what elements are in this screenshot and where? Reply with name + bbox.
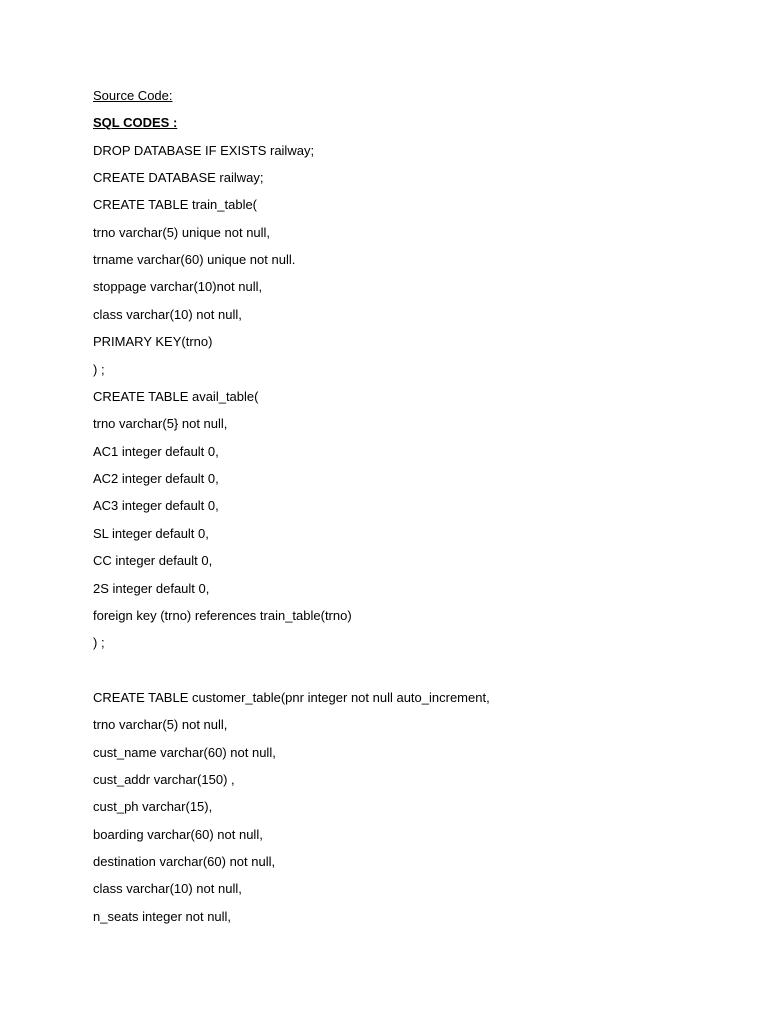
code-line: CREATE TABLE avail_table(	[93, 389, 259, 404]
code-line: foreign key (trno) references train_table(trno)	[93, 608, 352, 623]
code-line: PRIMARY KEY(trno)	[93, 334, 213, 349]
source-code-heading: Source Code:	[93, 88, 173, 103]
code-line: cust_name varchar(60) not null,	[93, 745, 276, 760]
code-line: trno varchar(5) unique not null,	[93, 225, 271, 240]
code-line: 2S integer default 0,	[93, 581, 210, 596]
code-line: CC integer default 0,	[93, 553, 213, 568]
code-line: boarding varchar(60) not null,	[93, 827, 263, 842]
code-line: AC3 integer default 0,	[93, 498, 219, 513]
code-line: CREATE TABLE train_table(	[93, 197, 258, 212]
code-line: trname varchar(60) unique not null.	[93, 252, 296, 267]
code-line: SL integer default 0,	[93, 526, 209, 541]
code-line: CREATE DATABASE railway;	[93, 170, 264, 185]
sql-codes-heading: SQL CODES :	[93, 115, 178, 130]
code-line: AC1 integer default 0,	[93, 444, 219, 459]
code-line: trno varchar(5} not null,	[93, 416, 228, 431]
code-line: AC2 integer default 0,	[93, 471, 219, 486]
code-line: destination varchar(60) not null,	[93, 854, 276, 869]
code-line: cust_ph varchar(15),	[93, 799, 213, 814]
code-line: CREATE TABLE customer_table(pnr integer not null auto_increment,	[93, 690, 490, 705]
code-line: cust_addr varchar(150) ,	[93, 772, 235, 787]
code-line: stoppage varchar(10)not null,	[93, 279, 263, 294]
code-line: trno varchar(5) not null,	[93, 717, 228, 732]
code-line: n_seats integer not null,	[93, 909, 232, 924]
code-line: class varchar(10) not null,	[93, 307, 242, 322]
code-line: class varchar(10) not null,	[93, 881, 242, 896]
code-line: ) ;	[93, 362, 105, 377]
code-line: DROP DATABASE IF EXISTS railway;	[93, 143, 315, 158]
code-line: ) ;	[93, 635, 105, 650]
